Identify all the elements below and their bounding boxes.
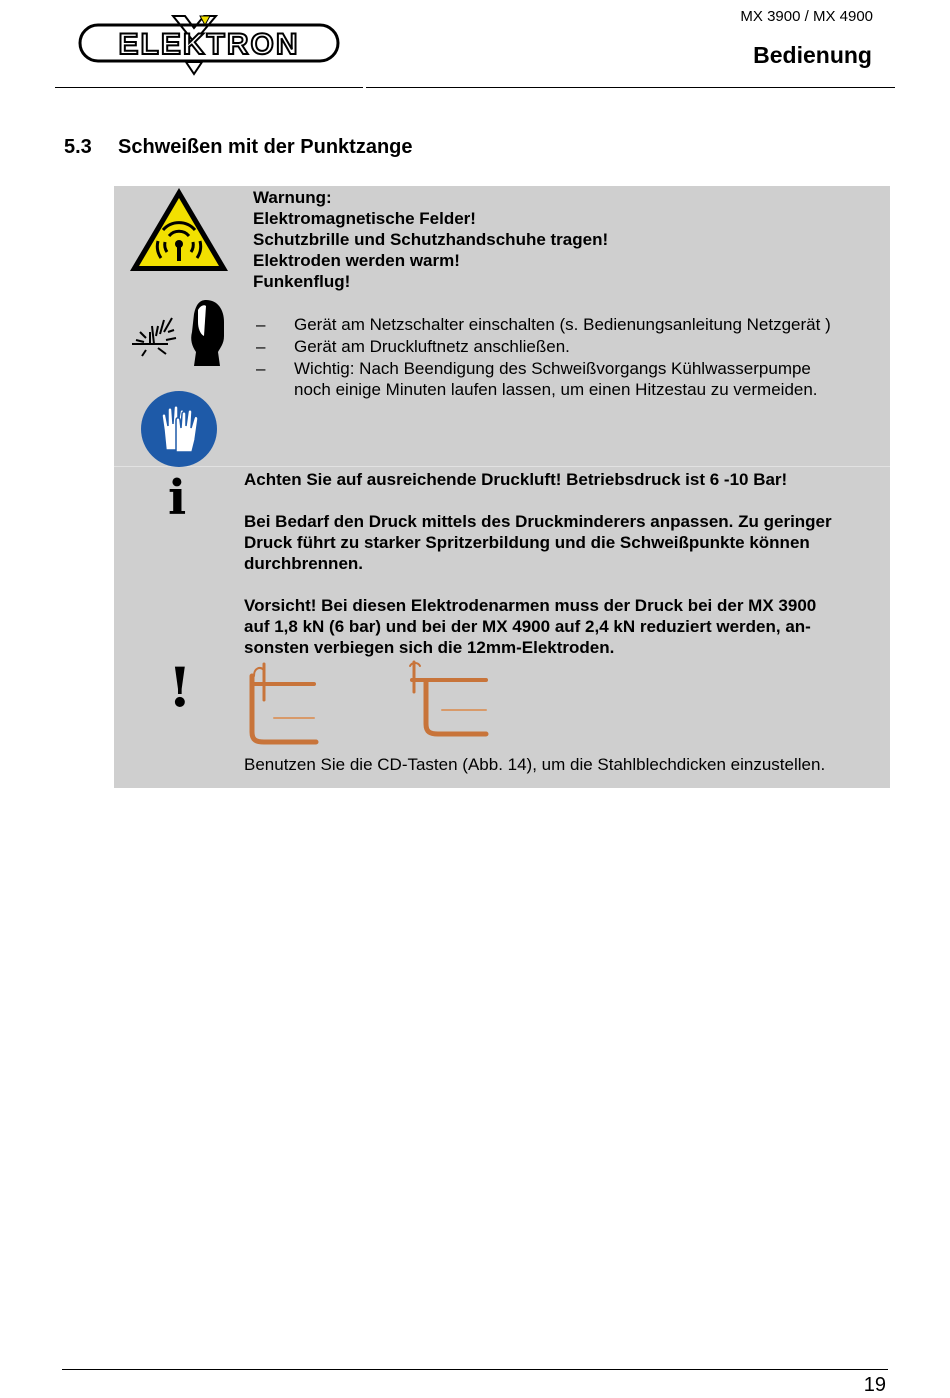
logo-text: ELEKTRON <box>118 28 300 61</box>
header-rule-right <box>366 87 895 88</box>
information-icon: i <box>168 470 187 526</box>
step-text: Wichtig: Nach Beendigung des Schweißvorgangs Kühlwasserpumpe <box>294 359 811 378</box>
step-text: Gerät am Druckluftnetz anschließen. <box>294 337 570 356</box>
warning-line-2: Elektromagnetische Felder! <box>253 209 476 228</box>
step-dash: – <box>256 337 266 356</box>
warning-line-1: Warnung: <box>253 188 332 207</box>
section-label: Bedienung <box>753 42 872 68</box>
page-number: 19 <box>863 1374 886 1396</box>
protective-gloves-icon <box>140 390 218 468</box>
elektron-logo <box>78 12 340 78</box>
model-label: MX 3900 / MX 4900 <box>740 8 873 25</box>
step-dash: – <box>256 359 266 378</box>
warning-line-4: Elektroden werden warm! <box>253 251 460 270</box>
electrode-arm-icon <box>402 660 492 740</box>
header-rule-left <box>55 87 363 88</box>
electrode-arm-icon <box>244 660 324 746</box>
step-text: noch einige Minuten laufen lassen, um einen Hitzestau zu vermeiden. <box>294 380 818 399</box>
caution-line: auf 1,8 kN (6 bar) und bei der MX 4900 auf 2,4 kN reduziert werden, an- <box>244 617 811 636</box>
panel-divider <box>114 466 890 467</box>
caution-line: Vorsicht! Bei diesen Elektrodenarmen muss der Druck bei der MX 3900 <box>244 596 817 615</box>
electromagnetic-warning-icon <box>128 186 230 274</box>
step-dash: – <box>256 315 266 334</box>
caution-footer: Benutzen Sie die CD-Tasten (Abb. 14), um die Stahlblechdicken einzustellen. <box>244 755 826 774</box>
caution-line: sonsten verbiegen sich die 12mm-Elektroden. <box>244 638 615 657</box>
section-number: 5.3 <box>64 136 92 158</box>
warning-line-3: Schutzbrille und Schutzhandschuhe tragen! <box>253 230 609 249</box>
footer-rule <box>62 1369 888 1370</box>
exclamation-icon: ! <box>168 655 192 719</box>
info-paragraph-line: durchbrennen. <box>244 554 364 573</box>
welding-sparks-face-shield-icon <box>128 296 230 368</box>
info-paragraph-line: Bei Bedarf den Druck mittels des Druckminderers anpassen. Zu geringer <box>244 512 832 531</box>
info-paragraph-line: Druck führt zu starker Spritzerbildung und die Schweißpunkte können <box>244 533 810 552</box>
info-line: Achten Sie auf ausreichende Druckluft! Betriebsdruck ist 6 -10 Bar! <box>244 470 788 489</box>
warning-line-5: Funkenflug! <box>253 272 351 291</box>
section-title: Schweißen mit der Punktzange <box>118 136 413 158</box>
step-text: Gerät am Netzschalter einschalten (s. Bedienungsanleitung Netzgerät ) <box>294 315 831 334</box>
